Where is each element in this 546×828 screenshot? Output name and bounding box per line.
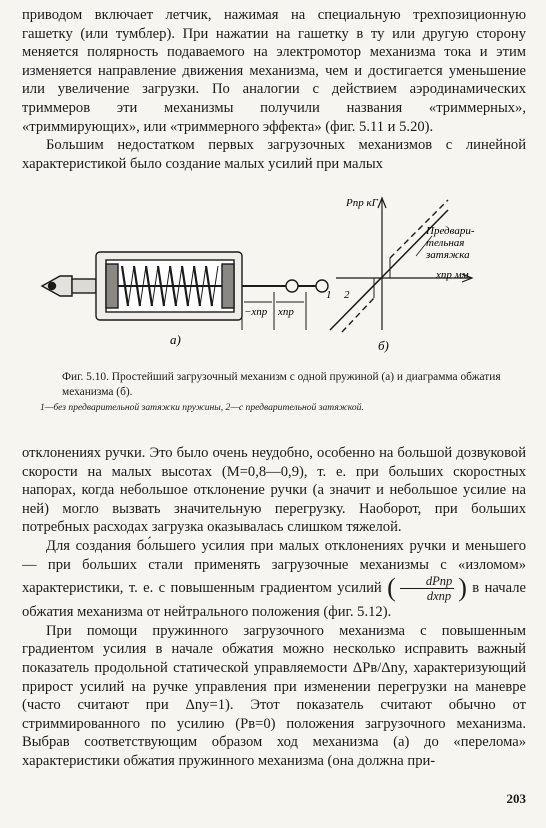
paragraph-4-end: в начале обжатия механизма от нейтрального положения (фиг. 5.12).	[22, 580, 526, 621]
gradient-formula	[400, 574, 454, 603]
preload-label-3: затяжка	[426, 249, 470, 261]
formula-numerator: dPпр	[400, 574, 454, 589]
preload-label-1: Предвари-	[426, 225, 475, 237]
label-a: а)	[170, 332, 181, 347]
label-b: б)	[378, 338, 389, 353]
formula-paren-left: (	[387, 573, 396, 603]
page-number: 203	[506, 791, 526, 806]
preload-label-2: тельная	[426, 237, 465, 249]
paragraph-2: Большим недостатком первых загрузочных механизмов с линейной характеристикой было создание малых усилий при малых	[22, 137, 526, 172]
paragraph-5: При помощи пружинного загрузочного механизма с повышенным градиентом усилия в начале обжатия можно несколько исправить важный показатель продольной статической управляемости ΔPв/Δny, характеризующий прирост усилий на ручке управления при изменении перегрузки на маневре (часто считают при Δny=1). Этот показатель считают обычно от стриммированного по усилию (Pв=0) положения загрузочного механизма. Выбрав соответствующим образом ход механизма (а) до «перелома» характеристики обжатия пружинного механизма (она должна при-	[22, 622, 526, 769]
formula-denominator: dxпр	[426, 589, 452, 604]
paragraph-3: отклонениях ручки. Это было очень неудобно, особенно на большой дозвуковой скорости на малых высотах (M=0,8—0,9), т. е. при больших скоростных напорах, когда небольшое отклонение ручки (а значит и небольшое усилие на ней) могло вызвать значительную перегрузку. Наоборот, при больших потребных расходах загрузка оказывалась слишком тяжелой.	[22, 445, 526, 536]
main-text	[22, 444, 526, 771]
paragraph-1: приводом включает летчик, нажимая на специальную трехпозиционную гашетку (или тумблер). При нажатии на гашетку в ту или другую сторону меняется полярность подаваемого на электромотор механизма тока и этим изменяется направление движения механизма, чем и достигается уменьшение или увеличение загрузки. По аналогии с действием аэродинамических триммеров эти механизмы получили названия «триммерных», «триммирующих», или «триммерного эффекта» (фиг. 5.11 и 5.20).	[22, 7, 526, 135]
plus-x-label: xпр	[278, 306, 294, 318]
minus-x-label: −xпр	[244, 306, 268, 318]
compression-diagram	[330, 198, 472, 332]
line-1-label: 1	[326, 289, 332, 301]
figure-5-10	[0, 180, 546, 360]
paragraph-4	[22, 537, 526, 622]
figure-caption: Фиг. 5.10. Простейший загрузочный механизм с одной пружиной (а) и диаграмма обжатия механизма (б).	[62, 371, 501, 398]
axis-y-label: Pпр кГ	[346, 197, 378, 209]
line-2-label: 2	[344, 289, 350, 301]
paragraph-4-start: Для создания бо́льшего усилия при малых отклонениях ручки и меньшего — при больших стали применять загрузочные механизмы с «изломом» характеристики, т. е. с повышенным градиентом усилий	[22, 537, 526, 596]
axis-x-label: xпр мм	[436, 269, 469, 281]
line-2	[342, 298, 374, 332]
formula-paren-right: )	[458, 573, 467, 603]
top-paragraph	[22, 6, 526, 173]
figure-caption-note: 1—без предварительной затяжки пружины, 2—с предварительной затяжкой.	[40, 402, 364, 413]
